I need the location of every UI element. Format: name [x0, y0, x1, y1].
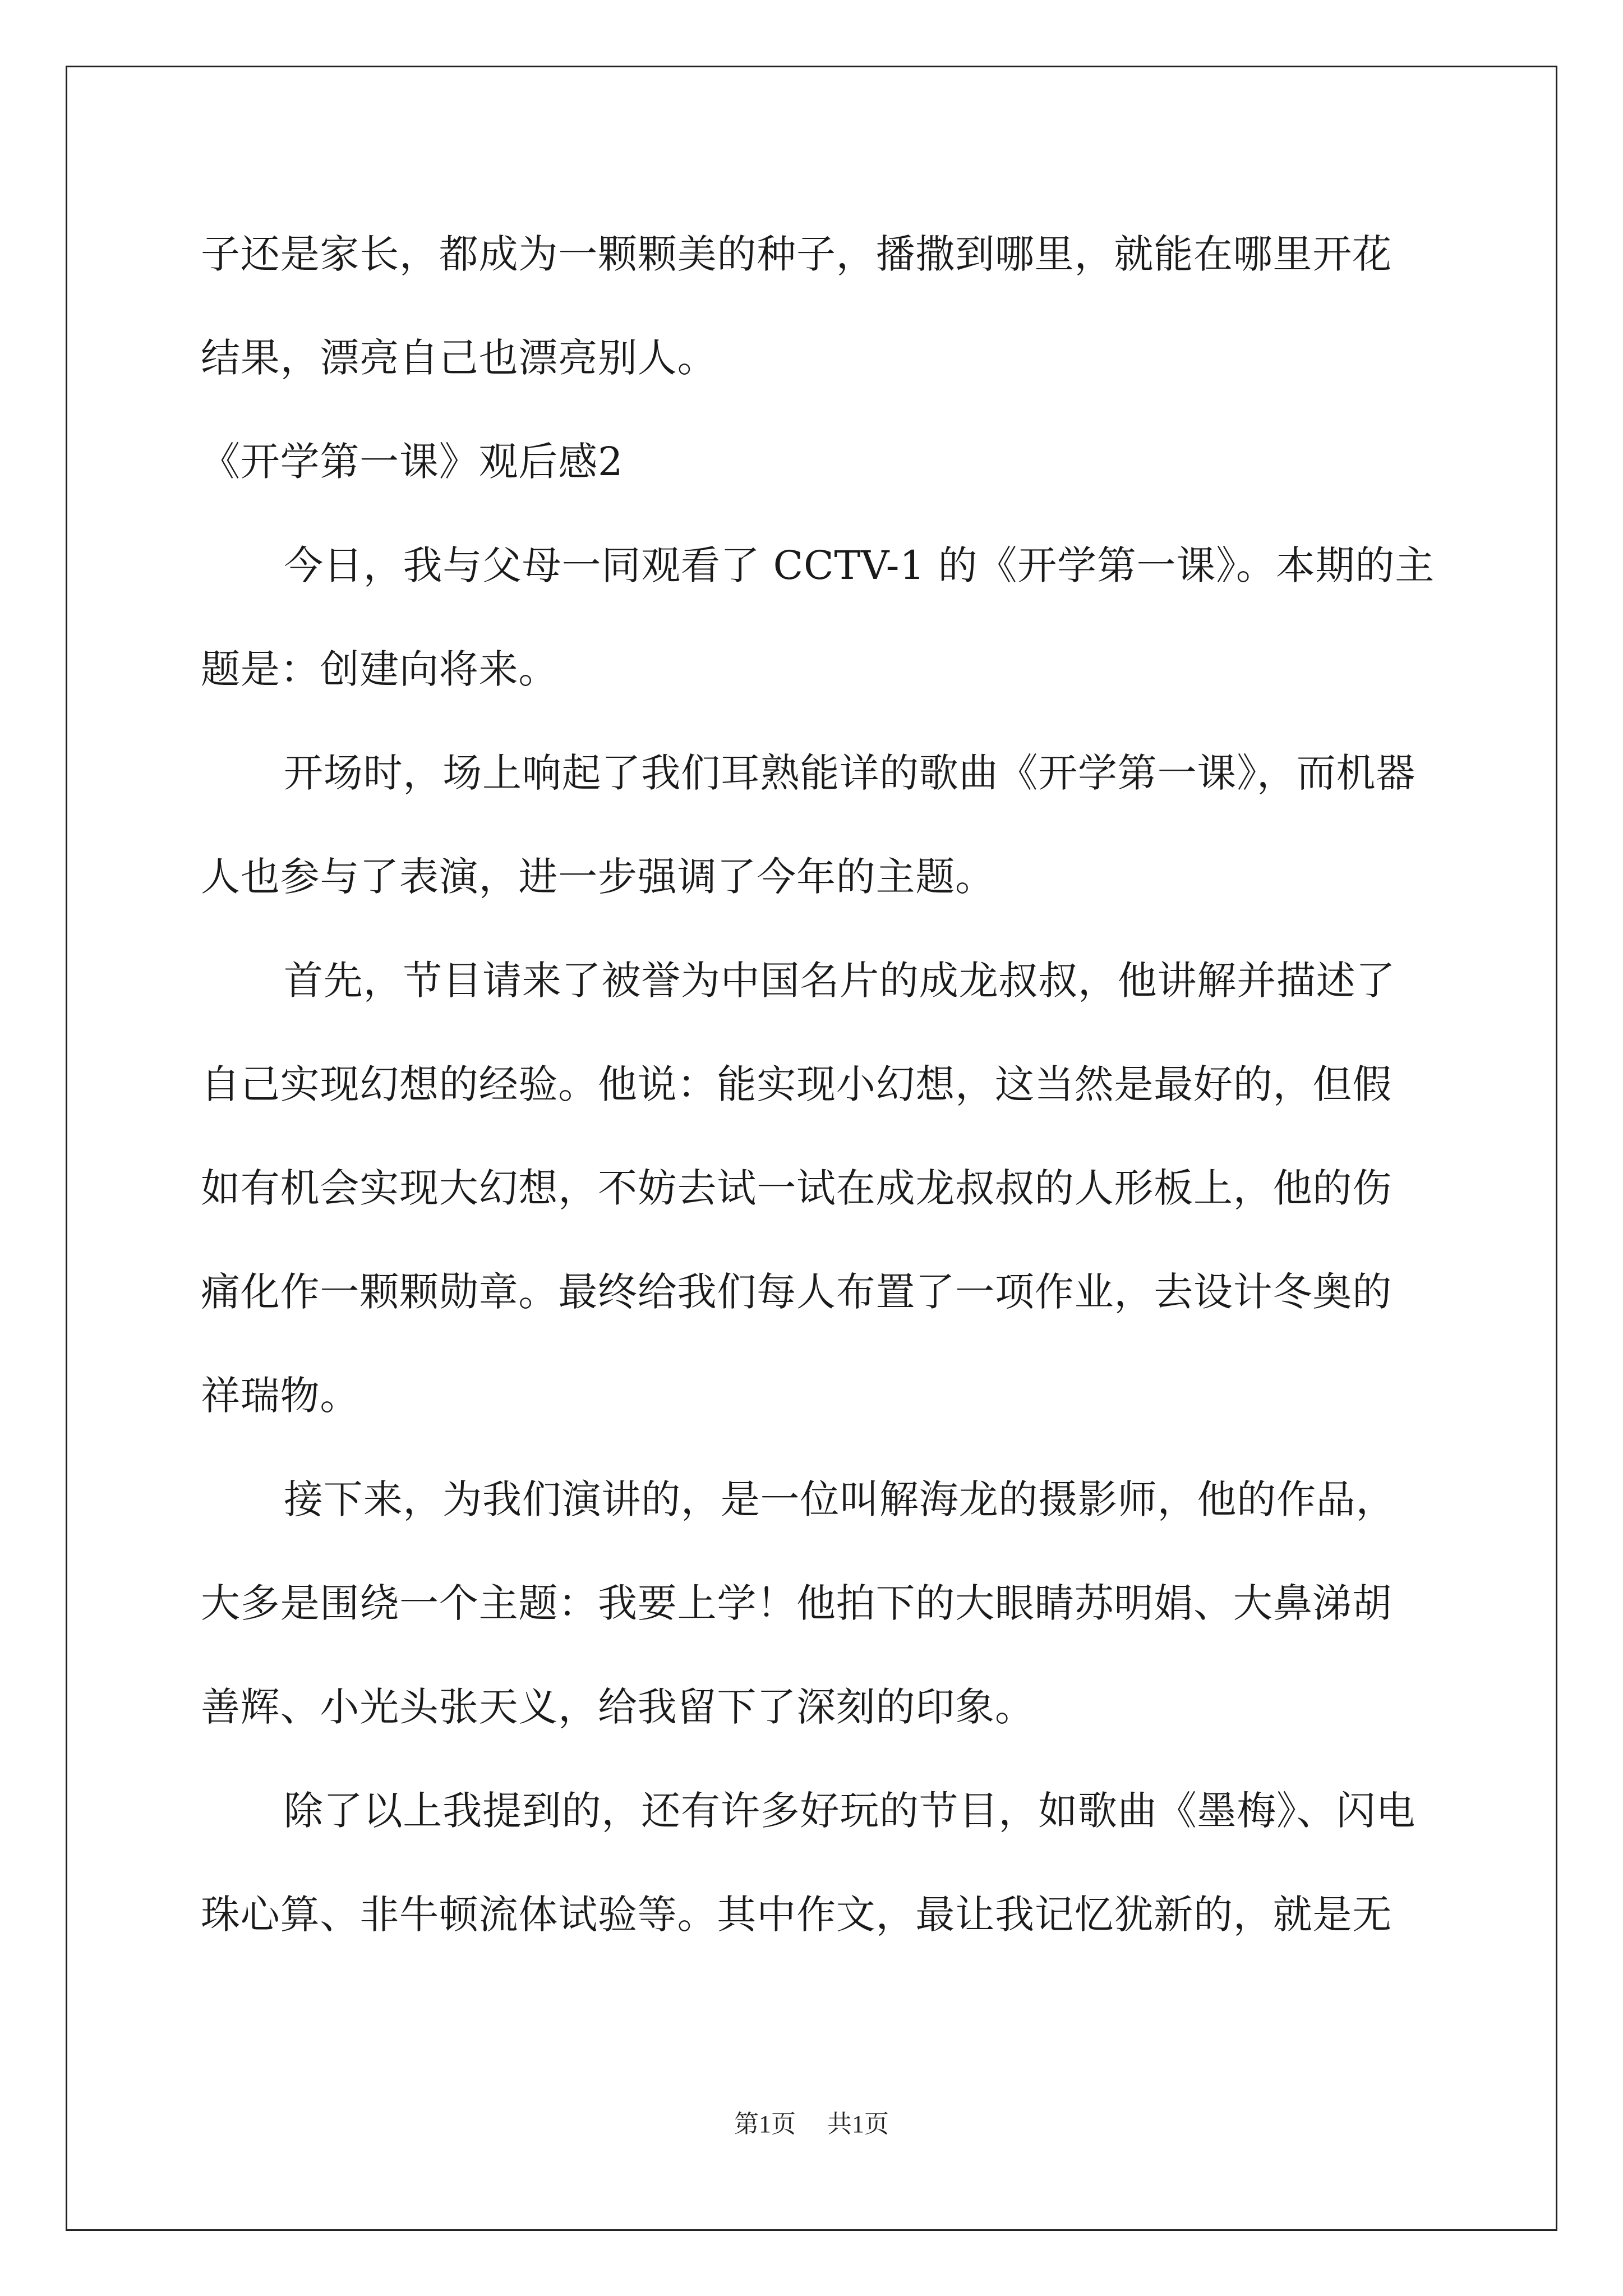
- body-line: 祥瑞物。: [201, 1373, 360, 1419]
- body-line: 珠心算、非牛顿流体试验等。其中作文，最让我记忆犹新的，就是无: [201, 1892, 1392, 1938]
- body-line: 题是：创建向将来。: [201, 646, 559, 692]
- page-footer: [0, 2108, 1623, 2141]
- paragraph-first-line: 首先，节目请来了被誉为中国名片的成龙叔叔，他讲解并描述了: [284, 958, 1396, 1004]
- body-line: 善辉、小光头张天义，给我留下了深刻的印象。: [201, 1684, 1035, 1730]
- body-line: 子还是家长，都成为一颗颗美的种子，播撒到哪里，就能在哪里开花: [201, 231, 1392, 277]
- page-total: 共1页: [827, 2110, 889, 2138]
- paragraph-first-line: 开场时，场上响起了我们耳熟能详的歌曲《开学第一课》，而机器: [284, 750, 1416, 796]
- body-line: 痛化作一颗颗勋章。最终给我们每人布置了一项作业，去设计冬奥的: [201, 1269, 1392, 1315]
- section-heading: 《开学第一课》观后感2: [201, 439, 624, 485]
- paragraph-first-line: 今日，我与父母一同观看了 CCTV-1 的《开学第一课》。本期的主: [284, 542, 1435, 588]
- body-line: 如有机会实现大幻想，不妨去试一试在成龙叔叔的人形板上，他的伤: [201, 1165, 1392, 1211]
- body-line: 人也参与了表演，进一步强调了今年的主题。: [201, 854, 995, 900]
- body-line: 自己实现幻想的经验。他说：能实现小幻想，这当然是最好的，但假: [201, 1061, 1392, 1107]
- paragraph-first-line: 除了以上我提到的，还有许多好玩的节目，如歌曲《墨梅》、闪电: [284, 1788, 1416, 1834]
- page-number: 第1页: [734, 2110, 796, 2138]
- body-line: 结果，漂亮自己也漂亮别人。: [201, 335, 717, 381]
- body-line: 大多是围绕一个主题：我要上学！他拍下的大眼睛苏明娟、大鼻涕胡: [201, 1580, 1392, 1626]
- paragraph-first-line: 接下来，为我们演讲的，是一位叫解海龙的摄影师，他的作品，: [284, 1476, 1396, 1522]
